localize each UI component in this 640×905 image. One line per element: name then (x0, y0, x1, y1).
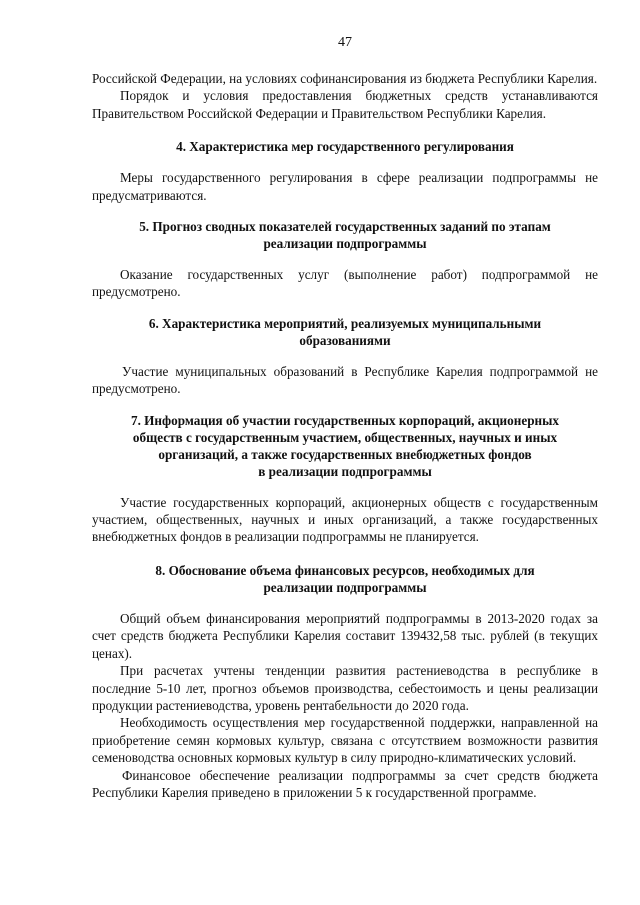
section-4-title-text: 4. Характеристика мер государственного регулирования (176, 139, 514, 155)
page-number: 47 (338, 35, 352, 50)
section-5-title-line1: 5. Прогноз сводных показателей государственных заданий по этапам (139, 219, 551, 235)
section-8-title (92, 562, 598, 596)
section-7-title-line1: 7. Информация об участии государственных корпораций, акционерных (130, 412, 560, 428)
section-4-title (92, 138, 598, 155)
section-7-title (92, 412, 598, 480)
section-5-title (92, 218, 598, 252)
section-4-text: Меры государственного регулирования в сфере реализации подпрограммы не предусматриваются. (92, 170, 598, 203)
section-5-text: Оказание государственных услуг (выполнение работ) подпрограммой не предусмотрено. (92, 267, 598, 300)
section-8-paragraph-2: При расчетах учтены тенденции развития растениеводства в республике в последние 5-10 лет, прогноз объемов производства, себестоимость и цены реализации продукции растениеводства, уровень рентабельности до 2020 года. (92, 663, 598, 713)
section-6-title-line1: 6. Характеристика мероприятий, реализуемых муниципальными (148, 315, 542, 331)
section-6-title (92, 315, 598, 349)
section-5-title-line2: реализации подпрограммы (263, 236, 427, 252)
section-8-title-line1: 8. Обоснование объема финансовых ресурсов, необходимых для (155, 562, 535, 578)
section-8-paragraph-4: Финансовое обеспечение реализации подпрограммы за счет средств бюджета Республики Карелия приведено в приложении 5 к государственной программе. (92, 767, 598, 800)
paragraph-budget-order: Порядок и условия предоставления бюджетных средств устанавливаются Правительством Российской Федерации и Правительством Республики Карелия. (92, 88, 598, 121)
section-8-paragraph-3: Необходимость осуществления мер государственной поддержки, направленной на приобретение семян кормовых культур, связана с отсутствием возможности развития семеноводства основных кормовых культур в силу природно-климатических условий. (92, 715, 598, 766)
section-8-paragraph-1: Общий объем финансирования мероприятий подпрограммы в 2013-2020 годах за счет средств бюджета Республики Карелия составит 139432,58 тыс. рублей (в текущих ценах). (92, 610, 598, 661)
section-6-text: Участие муниципальных образований в Республике Карелия подпрограммой не предусмотрено. (92, 363, 598, 397)
section-7-text: Участие государственных корпораций, акционерных обществ с государственным участием, общественных, научных и иных организаций, а также государственных внебюджетных фондов в реализации подпрограммы не планируется. (92, 494, 598, 545)
document-page (92, 34, 598, 801)
section-7-title-line4: в реализации подпрограммы (258, 463, 432, 479)
section-6-title-line2: образованиями (299, 332, 391, 348)
paragraph-continuation: Российской Федерации, на условиях софинансирования из бюджета Республики Карелия. (92, 71, 598, 86)
section-7-title-line2: обществ с государственным участием, общественных, научных и иных (132, 429, 558, 445)
section-8-title-line2: реализации подпрограммы (263, 579, 427, 595)
section-7-title-line3: организаций, а также государственных внебюджетных фондов (158, 446, 532, 462)
